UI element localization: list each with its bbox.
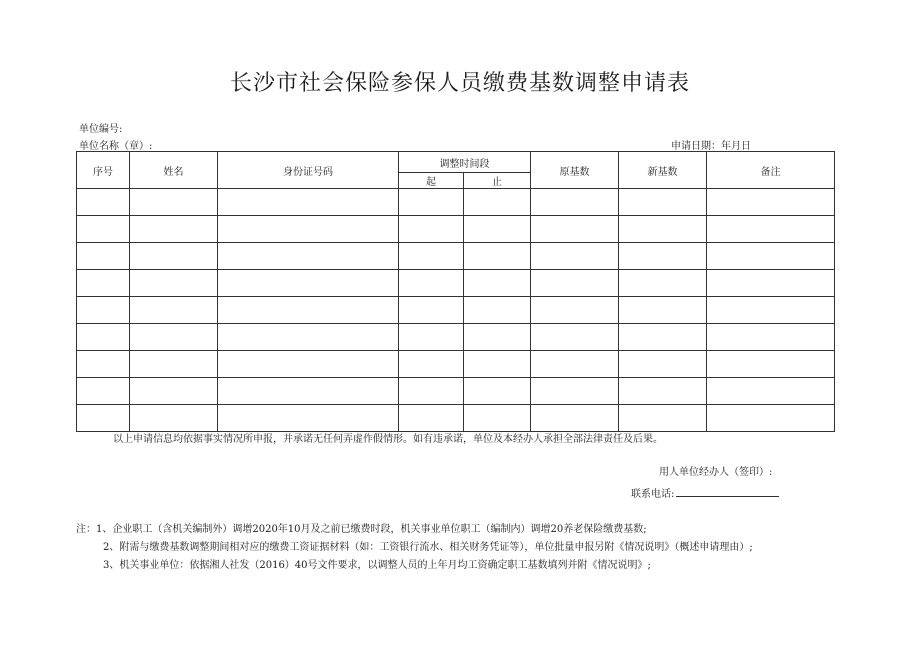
cell[interactable] (531, 297, 619, 324)
table-row (77, 324, 835, 351)
table-row (77, 405, 835, 432)
agent-signature-label: 用人单位经办人（签印）: (659, 467, 773, 478)
apply-date-label: 申请日期：年月日 (671, 141, 751, 152)
cell[interactable] (218, 351, 399, 378)
note-2: 2、附需与缴费基数调整期间相对应的缴费工资证据材料（如：工资银行流水、相关财务凭证等），单位批量申报另附《情况说明》（概述申请理由）; (103, 542, 753, 553)
header-id-number: 身份证号码 (218, 152, 399, 189)
cell[interactable] (464, 324, 531, 351)
cell[interactable] (77, 189, 130, 216)
cell[interactable] (77, 216, 130, 243)
cell[interactable] (77, 270, 130, 297)
header-name: 姓名 (130, 152, 218, 189)
header-period-end: 止 (464, 173, 531, 189)
table-row (77, 216, 835, 243)
cell[interactable] (130, 297, 218, 324)
header-seq: 序号 (77, 152, 130, 189)
cell[interactable] (399, 243, 464, 270)
cell[interactable] (399, 297, 464, 324)
header-remark: 备注 (707, 152, 835, 189)
cell[interactable] (707, 297, 835, 324)
cell[interactable] (531, 351, 619, 378)
cell[interactable] (619, 243, 707, 270)
cell[interactable] (707, 270, 835, 297)
cell[interactable] (531, 189, 619, 216)
form-title: 长沙市社会保险参保人员缴费基数调整申请表 (229, 71, 690, 96)
cell[interactable] (531, 216, 619, 243)
cell[interactable] (531, 324, 619, 351)
table-row (77, 243, 835, 270)
header-row (77, 152, 835, 173)
unit-name-label: 单位名称（章）: (79, 141, 153, 152)
cell[interactable] (707, 189, 835, 216)
cell[interactable] (399, 324, 464, 351)
cell[interactable] (531, 243, 619, 270)
commitment-statement: 以上申请信息均依据事实情况所申报，并承诺无任何弄虚作假情形。如有违承诺，单位及本经办人承担全部法律责任及后果。 (113, 434, 663, 445)
cell[interactable] (464, 243, 531, 270)
cell[interactable] (77, 324, 130, 351)
cell[interactable] (464, 405, 531, 432)
cell[interactable] (77, 297, 130, 324)
contact-phone (631, 485, 779, 500)
cell[interactable] (619, 270, 707, 297)
cell[interactable] (218, 378, 399, 405)
contact-phone-field[interactable] (676, 486, 779, 497)
cell[interactable] (77, 405, 130, 432)
cell[interactable] (399, 351, 464, 378)
cell[interactable] (531, 405, 619, 432)
cell[interactable] (218, 405, 399, 432)
cell[interactable] (218, 270, 399, 297)
cell[interactable] (619, 189, 707, 216)
cell[interactable] (130, 324, 218, 351)
cell[interactable] (464, 297, 531, 324)
cell[interactable] (399, 216, 464, 243)
header-period-start: 起 (399, 173, 464, 189)
cell[interactable] (619, 216, 707, 243)
cell[interactable] (619, 297, 707, 324)
cell[interactable] (707, 378, 835, 405)
cell[interactable] (531, 270, 619, 297)
cell[interactable] (130, 189, 218, 216)
cell[interactable] (619, 351, 707, 378)
cell[interactable] (707, 324, 835, 351)
cell[interactable] (218, 189, 399, 216)
cell[interactable] (77, 378, 130, 405)
cell[interactable] (707, 405, 835, 432)
header-old-base: 原基数 (531, 152, 619, 189)
table-row (77, 378, 835, 405)
cell[interactable] (218, 216, 399, 243)
cell[interactable] (464, 351, 531, 378)
unit-number-label: 单位编号: (79, 124, 123, 135)
cell[interactable] (707, 351, 835, 378)
cell[interactable] (399, 378, 464, 405)
cell[interactable] (130, 243, 218, 270)
cell[interactable] (77, 243, 130, 270)
table-row (77, 189, 835, 216)
header-new-base: 新基数 (619, 152, 707, 189)
cell[interactable] (218, 297, 399, 324)
note-3: 3、机关事业单位：依据湘人社发（2016）40号文件要求，以调整人员的上年月均工资确定职工基数填列并附《情况说明》; (103, 560, 651, 571)
cell[interactable] (399, 189, 464, 216)
note-1: 注：1、企业职工（含机关编制外）调增2020年10月及之前已缴费时段，机关事业单位职工（编制内）调增20养老保险缴费基数; (76, 524, 647, 535)
cell[interactable] (707, 216, 835, 243)
cell[interactable] (464, 270, 531, 297)
cell[interactable] (130, 270, 218, 297)
cell[interactable] (130, 405, 218, 432)
cell[interactable] (130, 216, 218, 243)
cell[interactable] (130, 351, 218, 378)
header-adjust-period: 调整时间段 (399, 152, 531, 173)
table-row (77, 297, 835, 324)
cell[interactable] (619, 378, 707, 405)
cell[interactable] (619, 324, 707, 351)
table-row (77, 351, 835, 378)
cell[interactable] (464, 189, 531, 216)
contact-phone-label: 联系电话: (631, 489, 675, 500)
cell[interactable] (464, 378, 531, 405)
cell[interactable] (130, 378, 218, 405)
cell[interactable] (464, 216, 531, 243)
cell[interactable] (399, 405, 464, 432)
cell[interactable] (218, 243, 399, 270)
application-table (76, 151, 835, 432)
cell[interactable] (218, 324, 399, 351)
cell[interactable] (77, 351, 130, 378)
cell[interactable] (619, 405, 707, 432)
cell[interactable] (707, 243, 835, 270)
table-row (77, 270, 835, 297)
cell[interactable] (399, 270, 464, 297)
cell[interactable] (531, 378, 619, 405)
